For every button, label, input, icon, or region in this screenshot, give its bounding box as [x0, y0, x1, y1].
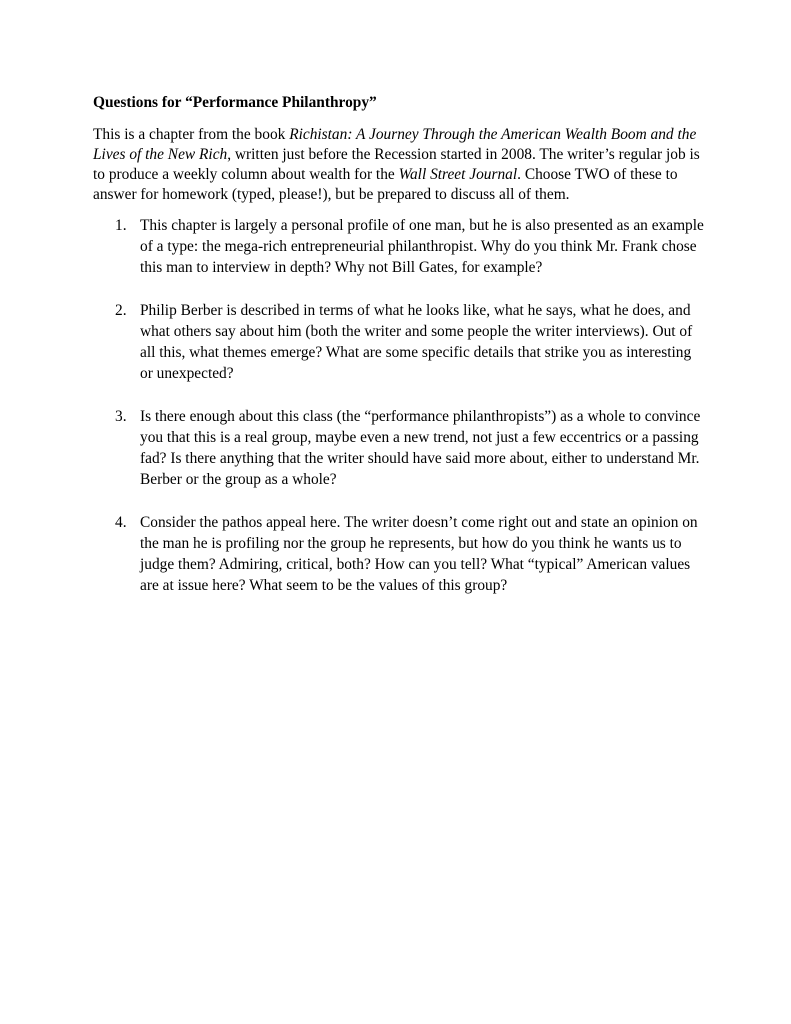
question-number: 1. [115, 217, 127, 234]
question-number: 2. [115, 302, 127, 319]
question-number: 4. [115, 514, 127, 531]
question-item [93, 215, 705, 278]
document-title: Questions for “Performance Philanthropy” [93, 94, 377, 111]
question-text: Philip Berber is described in terms of what he looks like, what he says, what he does, and what others say about him (both the writer and some people the writer interviews). Out of all this, what themes emerge? What are some specific details that strike you as interesting or unexpected? [140, 302, 693, 382]
question-text: Is there enough about this class (the “performance philanthropists”) as a whole to convince you that this is a real group, maybe even a new trend, not just a few eccentrics or a passing fad? Is there anything that the writer should have said more about, either to understand Mr. Berber or the group as a whole? [140, 408, 701, 488]
question-item [93, 512, 705, 596]
publication-name: Wall Street Journal [398, 166, 518, 183]
question-text: Consider the pathos appeal here. The writer doesn’t come right out and state an opinion on the man he is profiling nor the group he represents, but how do you think he wants us to judge them? Admiring, critical, both? How can you tell? What “typical” American values are at issue here? What seem to be the values of this group? [140, 514, 698, 594]
intro-paragraph [93, 125, 705, 205]
question-text: This chapter is largely a personal profile of one man, but he is also presented as an example of a type: the mega-rich entrepreneurial philanthropist. Why do you think Mr. Frank chose this man to interview in depth? Why not Bill Gates, for example? [140, 217, 704, 276]
book-title: Richistan: A Journey Through the American Wealth Boom and the Lives of the New Rich [93, 126, 697, 163]
intro-text-2: , written just before the Recession started in 2008. The writer’s regular job is to produce a weekly column about wealth for the [93, 146, 700, 183]
intro-text-1: This is a chapter from the book [93, 126, 290, 143]
intro-text-3: . Choose TWO of these to answer for homework (typed, please!), but be prepared to discuss all of them. [93, 166, 678, 203]
question-item [93, 300, 705, 384]
question-list [93, 215, 705, 596]
document-page [93, 93, 705, 618]
question-number: 3. [115, 408, 127, 425]
question-item [93, 406, 705, 490]
